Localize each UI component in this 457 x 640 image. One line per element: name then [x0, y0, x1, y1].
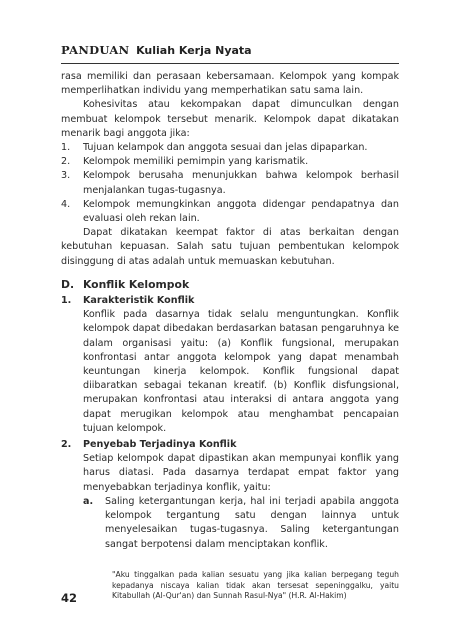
paragraph-continuation: rasa memiliki dan perasaan kebersamaan. Kelompok yang kompak memperlihatkan individu yang memperhatikan satu sama lain.: [61, 71, 399, 97]
list-item-number: 2.: [61, 156, 71, 168]
subsection-causes: [61, 438, 399, 552]
attraction-factor-list: [61, 141, 399, 226]
section-title: Konflik Kelompok: [83, 277, 190, 291]
list-item-text: Kelompok memungkinkan anggota didengar pendapatnya dan evaluasi oleh rekan lain.: [83, 198, 399, 225]
list-item-number: 3.: [61, 170, 71, 182]
subsection-title: Karakteristik Konflik: [83, 295, 195, 307]
subsection-number: 1.: [61, 295, 72, 307]
cause-list: [83, 495, 399, 552]
list-item-letter: a.: [83, 495, 94, 507]
subsection-characteristics: [61, 294, 399, 436]
paragraph-summary: Dapat dikatakan keempat faktor di atas berkaitan dengan kebutuhan kepuasan. Salah satu tujuan pembentukan kelompok disinggung di atas adalah untuk memuaskan kebutuhan.: [61, 227, 399, 267]
subsection-number: 2.: [61, 439, 72, 451]
list-item: [61, 155, 399, 169]
list-item-text: Saling ketergantungan kerja, hal ini terjadi apabila anggota kelompok tergantung satu dengan lainnya untuk menyelesaikan tugas-tugasnya. Saling ketergantungan sangat berpotensi dalam menciptakan konflik.: [105, 495, 399, 550]
page-number: 42: [61, 591, 78, 605]
header-subtitle: Kuliah Kerja Nyata: [136, 44, 252, 57]
footer-quote: "Aku tinggalkan pada kalian sesuatu yang jika kalian berpegang teguh kepadanya niscaya kalian tidak akan tersesat sepeninggalku, yaitu Kitabullah (Al-Qur'an) dan Sunnah Rasul-Nya" (H.R. Al-Hakim): [112, 570, 399, 600]
section-heading: [61, 278, 399, 292]
list-item: [83, 495, 399, 552]
list-item: [61, 198, 399, 226]
header-divider: [61, 63, 399, 64]
list-item-text: Kelompok berusaha menunjukkan bahwa kelompok berhasil menjalankan tugas-tugasnya.: [83, 170, 399, 196]
subsection-title: Penyebab Terjadinya Konflik: [83, 439, 237, 451]
list-item-number: 4.: [61, 198, 71, 210]
subsection-text: Setiap kelompok dapat dipastikan akan mempunyai konflik yang harus diatasi. Pada dasarnya terdapat empat faktor yang menyebabkan terjadinya konflik, yaitu:: [83, 453, 399, 493]
subsection-text: Konflik pada dasarnya tidak selalu menguntungkan. Konflik kelompok dapat dibedakan berdasarkan batasan pengaruhnya ke dalam organisasi yaitu: (a) Konflik fungsional, merupakan konfrontasi antar anggota kelompok yang dapat menambah keuntungan kinerja kelompok. Konflik fungsional dapat diibaratkan sebagai tekanan kreatif. (b) Konflik disfungsional, merupakan konfrontasi atau interaksi di antara anggota yang dapat merugikan kelompok atau menghambat pencapaian tujuan kelompok.: [83, 309, 399, 434]
list-item-text: Tujuan kelampok dan anggota sesuai dan jelas dipaparkan.: [83, 142, 368, 154]
paragraph-cohesivity: Kohesivitas atau kekompakan dapat dimunculkan dengan membuat kelompok tersebut menarik. Kelompok dapat dikatakan menarik bagi anggota jika:: [61, 99, 399, 139]
page-body: [61, 70, 399, 552]
list-item-number: 1.: [61, 142, 71, 154]
section-letter: D.: [61, 277, 75, 291]
running-header: [61, 43, 398, 58]
list-item: [61, 169, 399, 197]
header-title: PANDUAN: [61, 43, 130, 57]
list-item-text: Kelompok memiliki pemimpin yang karismatik.: [83, 156, 309, 168]
list-item: [61, 141, 399, 155]
